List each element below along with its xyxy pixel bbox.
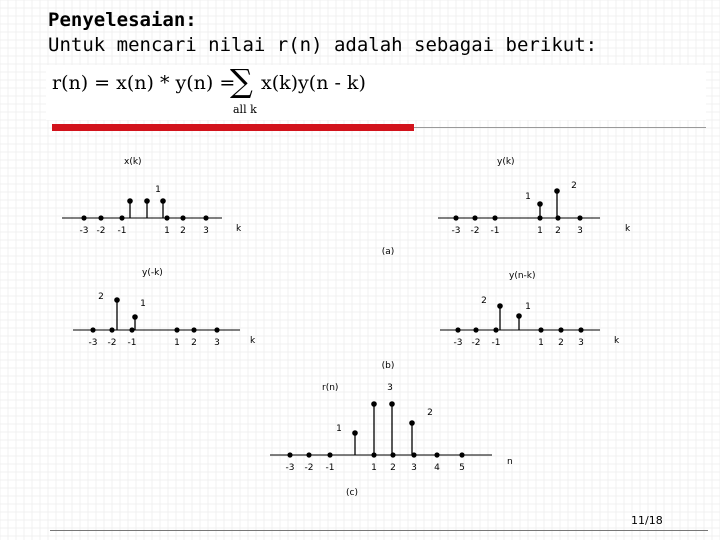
tick-label: 3 [411,463,417,473]
plot-xk [62,157,242,236]
value-label: 1 [140,299,146,309]
formula-lhs: r(n) = x(n) * y(n) = [52,72,236,94]
tick-label: -2 [107,338,117,348]
zero-sample-dot [287,452,292,457]
formula-rhs: x(k)y(n - k) [261,72,366,94]
page-number: 11/18 [631,514,663,527]
stem-marker [389,401,395,407]
stem-marker [127,198,133,204]
plot-rn [270,383,513,498]
solution-heading: Penyelesaian: [48,9,197,31]
tick-label: 3 [203,226,209,236]
plot-y_nmk [382,271,620,371]
value-label: 1 [155,185,161,195]
tick-label: -1 [117,226,127,236]
zero-sample-dot [538,327,543,332]
axis-variable: k [625,224,631,234]
value-label: 3 [387,383,393,393]
tick-label: 1 [174,338,180,348]
zero-sample-dot [306,452,311,457]
zero-sample-dot [81,215,86,220]
tick-label: 2 [390,463,396,473]
stem-marker [160,198,166,204]
tick-label: 3 [578,338,584,348]
tick-label: -1 [127,338,137,348]
formula-subscript: all k [233,103,257,116]
zero-sample-dot [390,452,395,457]
zero-sample-dot [455,327,460,332]
tick-label: -3 [285,463,295,473]
zero-sample-dot [453,215,458,220]
plot-title: y(k) [497,157,515,167]
tick-label: -2 [471,338,481,348]
zero-sample-dot [459,452,464,457]
value-label: 1 [525,302,531,312]
stem-marker [352,430,358,436]
value-label: 2 [427,408,433,418]
plot-y_mk [73,268,256,348]
plot-title: y(-k) [142,268,163,278]
axis-variable: k [236,224,242,234]
value-label: 1 [525,192,531,202]
tick-label: -2 [470,226,480,236]
tick-label: 1 [164,226,170,236]
zero-sample-dot [214,327,219,332]
zero-sample-dot [119,215,124,220]
tick-label: -1 [491,338,501,348]
tick-label: 5 [459,463,465,473]
zero-sample-dot [109,327,114,332]
zero-sample-dot [578,327,583,332]
tick-label: 1 [371,463,377,473]
zero-sample-dot [555,215,560,220]
zero-sample-dot [174,327,179,332]
tick-label: -3 [453,338,463,348]
zero-sample-dot [577,215,582,220]
zero-sample-dot [191,327,196,332]
zero-sample-dot [492,215,497,220]
zero-sample-dot [473,327,478,332]
axis-variable: k [614,336,620,346]
zero-sample-dot [558,327,563,332]
axis-variable: n [507,457,513,467]
zero-sample-dot [98,215,103,220]
plot-title: x(k) [124,157,142,167]
tick-label: -2 [96,226,106,236]
tick-label: 3 [214,338,220,348]
footer-line [50,530,708,531]
plot-yk [382,157,631,257]
tick-label: -2 [304,463,314,473]
stem-marker [516,313,522,319]
tick-label: 2 [180,226,186,236]
tick-label: 3 [577,226,583,236]
zero-sample-dot [434,452,439,457]
tick-label: -3 [79,226,89,236]
tick-label: -1 [325,463,335,473]
stem-marker [371,401,377,407]
stem-marker [497,303,503,309]
zero-sample-dot [164,215,169,220]
tick-label: -1 [490,226,500,236]
stem-marker [409,420,415,426]
zero-sample-dot [129,327,134,332]
value-label: 2 [98,292,104,302]
stem-marker [132,314,138,320]
stem-marker [114,297,120,303]
value-label: 1 [336,424,342,434]
plot-title: r(n) [322,383,339,393]
figure-caption: (a) [381,247,395,257]
tick-label: 2 [191,338,197,348]
tick-label: 4 [434,463,440,473]
stem-marker [144,198,150,204]
figure-caption: (b) [381,361,395,371]
zero-sample-dot [203,215,208,220]
tick-label: 2 [558,338,564,348]
zero-sample-dot [180,215,185,220]
tick-label: 1 [537,226,543,236]
summation-symbol: ∑ [230,62,253,100]
zero-sample-dot [493,327,498,332]
tick-label: -3 [451,226,461,236]
value-label: 2 [481,296,487,306]
plot-title: y(n-k) [509,271,536,281]
zero-sample-dot [472,215,477,220]
stem-marker [554,188,560,194]
figure-caption: (c) [346,488,358,498]
stem-marker [537,201,543,207]
axis-variable: k [250,336,256,346]
tick-label: 1 [538,338,544,348]
zero-sample-dot [90,327,95,332]
tick-label: 2 [555,226,561,236]
solution-intro: Untuk mencari nilai r(n) adalah sebagai berikut: [48,34,598,56]
tick-label: -3 [88,338,98,348]
zero-sample-dot [327,452,332,457]
value-label: 2 [571,181,577,191]
